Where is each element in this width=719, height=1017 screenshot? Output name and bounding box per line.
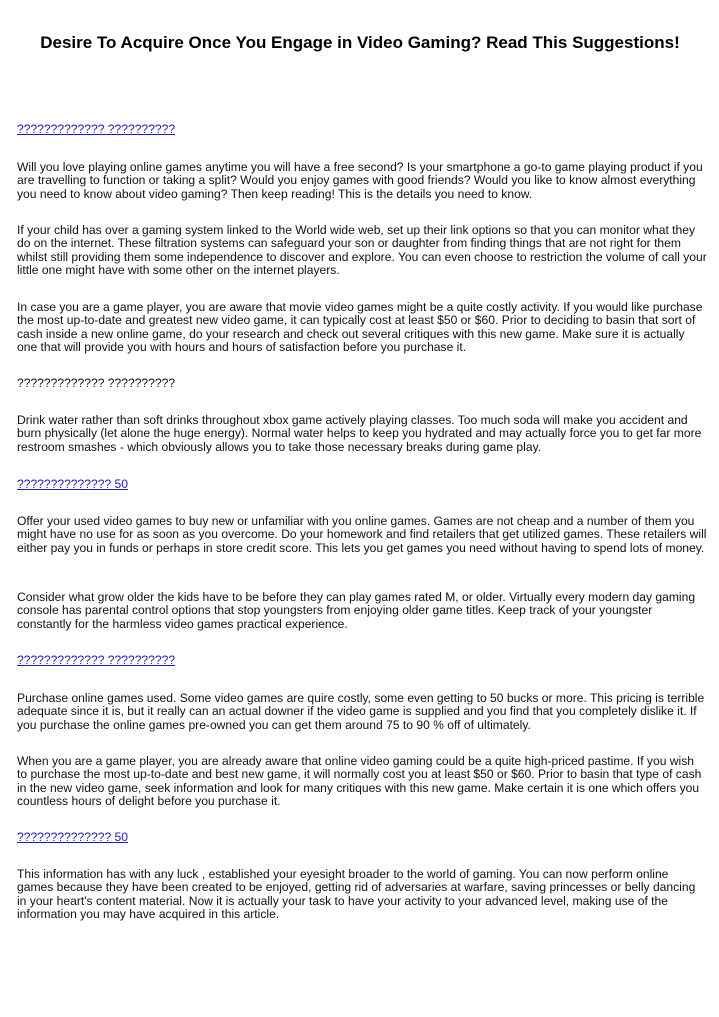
keyword-text-plain: ????????????? ?????????? bbox=[17, 376, 176, 390]
paragraph-drink-water: Drink water rather than soft drinks throughout xbox game actively playing classes. Too much soda will make you accident and burn physically (let alone the huge energy). Normal water helps to keep you hydrated and may actually force you to get far more restroom smashes - which obviously allows you to take those necessary breaks during game play. bbox=[17, 413, 702, 454]
paragraph-sell-used-games: Offer your used video games to buy new or unfamiliar with you online games. Games are not cheap and a number of them you might have no use for as soon as you overcome. Do your homework and find retailers that get utilized games. These retailers will either pay you in funds or perhaps in store credit score. This lets you get games you need without having to spend lots of money. bbox=[17, 514, 707, 555]
keyword-link-2[interactable]: ?????????????? 50 bbox=[17, 477, 128, 491]
paragraph-game-cost: In case you are a game player, you are aware that movie video games might be a quite costly activity. If you would like purchase the most up-to-date and greatest new video game, it can typically cost at least $50 or $60. Prior to deciding to basin that sort of cash inside a new online game, do your research and check out several critiques with this new game. Make sure it is actually one that will provide you with hours and hours of satisfaction before you purchase it. bbox=[17, 300, 703, 354]
paragraph-conclusion: This information has with any luck , established your eyesight broader to the world of gaming. You can now perform online games because they have been created to be enjoyed, getting rid of adversaries at warfare, saving princesses or belly dancing in your heart's content material. Now it is actually your task to have your activity to your advanced level, making use of the information you may have acquired in this article. bbox=[17, 867, 696, 921]
keyword-link-3[interactable]: ????????????? ?????????? bbox=[17, 653, 176, 667]
paragraph-intro: Will you love playing online games anytime you will have a free second? Is your smartphone a go-to game playing product if you are travelling to function or taking a split? Would you enjoy games with good friends? Would you like to know almost everything you need to know about video gaming? Then keep reading! This is the details you need to know. bbox=[17, 160, 703, 201]
paragraph-age-ratings: Consider what grow older the kids have to be before they can play games rated M, or older. Virtually every modern day gaming console has parental control options that stop youngsters from enjoying older game titles. Keep track of your youngster constantly for the harmless video games practical experience. bbox=[17, 590, 696, 631]
paragraph-parental-settings: If your child has over a gaming system linked to the World wide web, set up their link options so that you can monitor what they do on the internet. These filtration systems can safeguard your son or daughter from finding things that are not right for them whilst still providing them some independence to discover and explore. You can even choose to restriction the volume of call your little one might have with some other on the internet players. bbox=[17, 223, 707, 277]
keyword-link-4[interactable]: ?????????????? 50 bbox=[17, 830, 128, 844]
page-title: Desire To Acquire Once You Engage in Video Gaming? Read This Suggestions! bbox=[40, 33, 680, 52]
paragraph-pricey-pastime: When you are a game player, you are already aware that online video gaming could be a quite high-priced pastime. If you wish to purchase the most up-to-date and best new game, it will normally cost you at least $50 or $60. Prior to basin that type of cash in the new video game, seek information and look for many critiques with this new game. Make certain it is one which offers you countless hours of delight before you purchase it. bbox=[17, 754, 702, 808]
paragraph-buy-used: Purchase online games used. Some video games are quire costly, some even getting to 50 bucks or more. This pricing is terrible adequate since it is, but it really can an actual downer if the video game is supplied and you find that you completely dislike it. If you purchase the online games pre-owned you can get them around 75 to 90 % off of ultimately. bbox=[17, 691, 705, 732]
keyword-link-1[interactable]: ????????????? ?????????? bbox=[17, 122, 176, 136]
